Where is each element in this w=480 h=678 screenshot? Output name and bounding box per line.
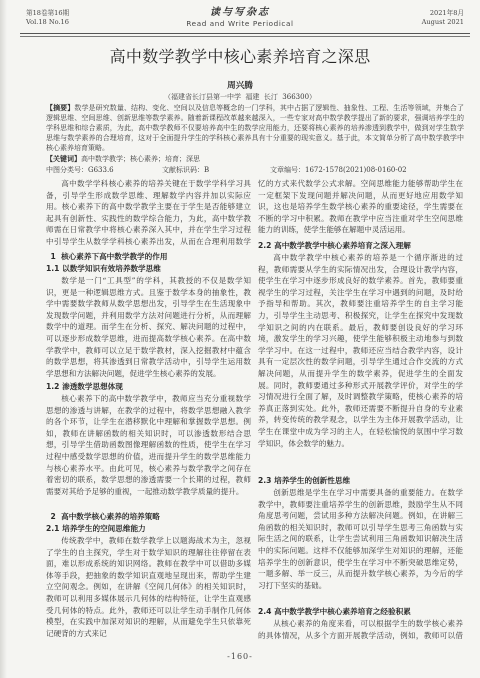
article-no-label: 文章编号： [270,166,305,174]
article-author: 周兴腾 [227,81,253,91]
article-affiliation: （福建省长汀县第一中学 福建 长汀 366300） [163,93,317,101]
paragraph: 创新思维是学生在学习中需要具备的重要能力。在数学教学中，教师要注重培养学生的创新思维，鼓励学生从不同角度思考问题，尝试用多种方法解决问题。例如，在讲解三角函数的相关知识时，教师可以引导学生思考三角函数与实际生活之间的联系，让学生尝试利用三角函数知识解决生活中的实际问题。这样不仅能够加深学生对知识的理解，还能培养学生的创新意识，使学生在学习中不断突破思维定势，一题多解、举一反三，从而提升数学核心素养，为今后的学习打下坚实的基础。 [258,488,463,590]
keywords-text: 高中数学教学；核心素养；培育；深思 [81,155,200,163]
subsection-heading: 2.2 高中数学教学中核心素养培育之深入理解 [258,241,411,250]
subsection-heading: 2.3 培养学生的创新性思维 [258,476,351,485]
paragraph-continued: 忆的方式来代数学公式求解。空间思维能力能够帮助学生在一定框架下发现问题并解决问题，从而更好地应用数学知识，这也是培养学生数学核心素养的重要途径，学生需要在不断的学习中积累。教师在教学中应当注重对学生空间思维能力的训练，使学生能够在解题中灵活运用。 [258,179,463,235]
abstract-label: 【摘要】 [46,103,75,112]
subsection-heading: 2.4 高中数学教学中核心素养培育之经验积累 [258,607,411,616]
paragraph: 高中数学教学中核心素养的培养是一个循序渐进的过程，教师需要从学生的实际情况出发，合理设计教学内容，使学生在学习中逐步形成良好的数学素养。首先，教师要重视学生的学习过程，关注学生在学习中遇到的问题，及时给予指导和帮助。其次，教师要注重培养学生的自主学习能力，引导学生主动思考、积极探究，让学生在探究中发现数学知识之间的内在联系。最后，教师要创设良好的学习环境，激发学生的学习兴趣，使学生能够积极主动地参与到数学学习中。在这一过程中，教师还应当结合教学内容，设计具有一定层次性的数学问题，引导学生通过合作交流的方式解决问题，从而提升学生的数学素养，促进学生的全面发展。同时，教师要通过多种形式开展教学评价，对学生的学习情况进行全面了解，及时调整教学策略，使核心素养的培养真正落到实处。此外，教师还需要不断提升自身的专业素养，转变传统的教学观念，以学生为主体开展教学活动，让学生在课堂中成为学习的主人，在轻松愉悦的氛围中学习数学知识，体会数学的魅力。 [258,253,463,448]
paragraph: 数学是一门“工具型”的学科，其教授的不仅是数学知识，更是一种逻辑思维方式。且鉴于数学本身的抽象性，教学中需要数学教师从数学思想出发，引导学生在生活现象中发现数学问题，并利用数学方法对问题进行分析，从而理解数学中的道理。而学生在分析、探究、解决问题的过程中，可以逐步形成数学思维，进而提高数学核心素养。在高中数学教学中，教师可以立足于数学教材，深入挖掘教材中蕴含的数学思想，将其渗透到日常教学活动中，引导学生运用数学思想和方法解决问题，促进学生核心素养的发展。 [46,276,251,378]
subsection-heading: 2.1 培养学生的空间思维能力 [46,524,146,533]
header-date-en: August 2021 [421,18,464,26]
paragraph: 从核心素养的角度来看，可以根据学生的数学核心素养的具体情况，从多个方面开展教学活动，例如，教师可以借 [258,619,463,640]
header-date-cn: 2021年8月 [429,9,464,17]
section-heading: 1 核心素养下高中数学教学的作用 [50,252,168,261]
page-number: -160- [227,652,253,661]
body-column-right [258,0,463,678]
subsection-heading: 1.2 渗透数学思想体现 [46,382,123,391]
doc-code-value: B [204,166,210,174]
article-no-value: 1672-1578(2021)08-0160-02 [305,166,407,174]
clc-label: 中图分类号： [46,166,88,174]
header-issue-en: Vol.18 No.16 [26,18,69,26]
header-journal-en: Read and Write Periodical [186,19,294,28]
abstract-text: 数学是研究数量、结构、变化、空间以及信息等概念的一门学科，其中占据了逻辑性、抽象性、工程、生活等领域，并集合了逻辑思维、空间思维、创新思维等数学素养。随着新课程改革越来越深入，一些专家对高中数学教学提出了新的要求，强调培养学生的学科思维和综合素质，为此，高中数学教师不仅要培养高中生的数学应用能力，还要将核心素养的培养渗透到教学中，做到对学生数学思维与数学素养的合理培育，这对于全面提升学生的学科核心素养具有十分重要的现实意义。基于此，本文简单分析了高中数学教学中核心素养培育策略。 [46,104,464,152]
keywords-label: 【关键词】 [46,154,81,163]
scan-edge-shadow [0,0,7,678]
subsection-heading: 1.1 以数学知识有效培养数学思维 [46,264,161,273]
header-issue-cn: 第18卷第16期 [26,9,70,17]
section-heading: 2 高中数学核心素养的培养策略 [50,512,160,521]
paragraph: 传统教学中，教师在数学教学上以题海战术为主，忽视了学生的自主探究，学生对于数学知识的理解往往停留在表面，难以形成系统的知识网络。教师在教学中可以借助多媒体等手段，把抽象的数学知识直观地呈现出来，帮助学生建立空间观念。例如，在讲解《空间几何体》的相关知识时，教师可以利用多媒体展示几何体的结构特征，让学生直观感受几何体的特点。此外，教师还可以让学生动手制作几何体模型，在实践中加深对知识的理解，从而避免学生只依靠死记硬背的方式来记 [46,536,251,638]
clc-value: G633.6 [88,166,114,174]
body-column-left [46,0,251,678]
doc-code-label: 文献标识码： [162,166,204,174]
paragraph: 核心素养下的高中数学教学中，教师应当充分重视数学思想的渗透与讲解，在教学的过程中，将数学思想融入教学的各个环节，让学生在潜移默化中理解和掌握数学思想。例如，教师在讲解函数的相关知识时，可以渗透数形结合思想，引导学生借助函数图像理解函数的性质，使学生在学习过程中感受数学思想的价值，进而提升学生的数学思维能力与核心素养水平。由此可见，核心素养与数学教学之间存在着密切的联系，数学思想的渗透需要一个长期的过程，教师需要对其给予足够的重视，一起推动数学教学质量的提升。 [46,394,251,496]
article-title: 高中数学教学中核心素养培育之深思 [109,47,371,66]
header-journal-cn: 读与写杂志 [210,7,270,18]
paragraph: 高中数学学科核心素养的培养关键在于数学学科学习具备，引导学生形成数学思维、理解数学内容并加以实际应用。核心素养下的高中数学教学主要在于学生是否能够建立起具有创新性、实践性的数学综合能力，为此，高中数学教师需在日常教学中将核心素养深入其中，并在学生学习过程中引导学生从数学学科核心素养出发，从而在合理利用数学 [46,179,251,246]
